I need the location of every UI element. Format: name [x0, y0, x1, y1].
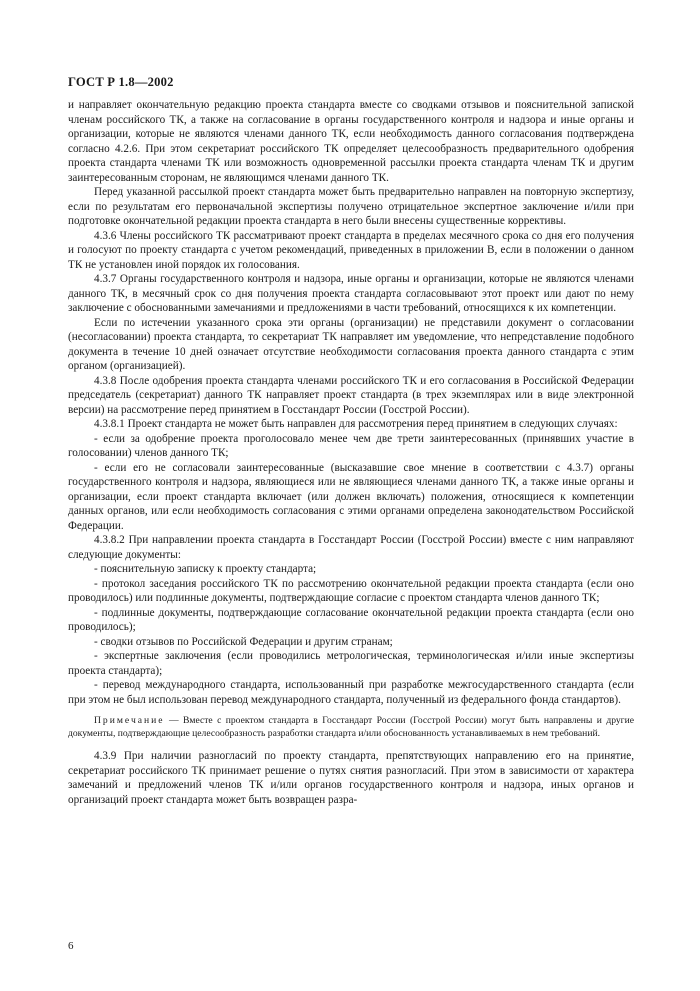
- document-body: [68, 98, 634, 807]
- note-text: — Вместе с проектом стандарта в Госстандарт России (Госстрой России) могут быть направлены и другие документы, подтверждающие целесообразность разработки стандарта и/или обоснованность устанавливаемых в нем требований.: [68, 715, 634, 739]
- clause-4-3-8-1: 4.3.8.1 Проект стандарта не может быть направлен для рассмотрения перед принятием в следующих случаях:: [94, 418, 618, 430]
- clause-4-3-8-2: 4.3.8.2 При направлении проекта стандарта в Госстандарт России (Госстрой России) вместе с ним направляют следующие документы:: [68, 534, 634, 561]
- list-item: - пояснительную записку к проекту стандарта;: [94, 563, 317, 575]
- list-item: - если его не согласовали заинтересованные (высказавшие свое мнение в соответствии с 4.3.7) органы государственного контроля и надзора, являющиеся или не являющиеся членами данного ТК, а также иные органы и организации, если проект стандарта включает (или должен включать) положения, относящиеся к компетенции данных органов, или если необходимость согласования с этими органами определена законодательством Российской Федерации.: [68, 461, 634, 532]
- clause-4-3-8: 4.3.8 После одобрения проекта стандарта членами российского ТК и его согласования в Российской Федерации председатель (секретариат) данного ТК направляет проект стандарта (в трех экземплярах или в виде электронной версии) на рассмотрение перед принятием в Госстандарт России (Госстрой России).: [68, 374, 634, 416]
- document-header: ГОСТ Р 1.8—2002: [68, 75, 174, 89]
- list-item: - экспертные заключения (если проводились метрологическая, терминологическая и/или иные экспертизы проекта стандарта);: [68, 650, 634, 677]
- list-item: - протокол заседания российского ТК по рассмотрению окончательной редакции проекта стандарта (если оно проводилось) или подлинные документы, подтверждающие согласие с проектом стандарта членов данного ТК;: [68, 577, 634, 604]
- clause-4-3-6: 4.3.6 Члены российского ТК рассматривают проект стандарта в пределах месячного срока со дня его получения и голосуют по проекту стандарта с учетом рекомендаций, приведенных в приложении В, если в положении о данном ТК не установлен иной порядок их голосования.: [68, 229, 634, 271]
- list-item: - сводки отзывов по Российской Федерации и другим странам;: [94, 635, 393, 648]
- paragraph: Если по истечении указанного срока эти органы (организации) не представили документ о согласовании (несогласовании) проекта стандарта, то секретариат ТК направляет им уведомление, что непредставление подобного документа в течение 10 дней означает отсутствие необходимости согласования проекта данного стандарта с этим органом (организацией).: [68, 316, 634, 372]
- note: [68, 715, 634, 740]
- note-lead: Примечание: [94, 715, 165, 726]
- paragraph: Перед указанной рассылкой проект стандарта может быть предварительно направлен на повторную экспертизу, если по результатам его первоначальной экспертизы получено отрицательное экспертное заключение и/или при подготовке окончательной редакции проекта стандарта в него были внесены существенные коррективы.: [68, 186, 634, 227]
- clause-4-3-7: 4.3.7 Органы государственного контроля и надзора, иные органы и организации, которые не являются членами данного ТК, в месячный срок со дня получения проекта стандарта согласовывают этот проект или дают по нему заключение с обоснованными замечаниями и предложениями в части требований, относящихся к их компетенции.: [68, 273, 634, 314]
- list-item: - если за одобрение проекта проголосовало менее чем две трети заинтересованных (принявших участие в голосовании) членов данного ТК;: [68, 432, 634, 459]
- list-item: - подлинные документы, подтверждающие согласование окончательной редакции проекта стандарта (если оно проводилось);: [68, 606, 634, 633]
- list-item: - перевод международного стандарта, использованный при разработке межгосударственного стандарта (если при этом не был использован перевод международного стандарта, полученный из федерального фонда стандартов).: [68, 679, 634, 706]
- clause-4-3-9: 4.3.9 При наличии разногласий по проекту стандарта, препятствующих направлению его на принятие, секретариат российского ТК принимает решение о путях снятия разногласий. При этом в зависимости от характера замечаний и предложений членов ТК и/или органов государственного контроля и надзора, иных органов и организаций проект стандарта может быть возвращен разра-: [68, 750, 634, 806]
- page-number: 6: [68, 940, 74, 952]
- paragraph-continuation: и направляет окончательную редакцию проекта стандарта вместе со сводками отзывов и пояснительной запиской членам российского ТК, а также на согласование в органы государственного контроля и надзора и иные органы и организации, которые не являются членами данного ТК, если необходимость данного согласования подтверждена согласно 4.2.6. При этом секретариат российского ТК определяет целесообразность предварительного одобрения проекта стандарта членами ТК или возможность одновременной рассылки проекта стандарта членам ТК и другим заинтересованным сторонам, не являющимся членами данного ТК.: [68, 99, 634, 184]
